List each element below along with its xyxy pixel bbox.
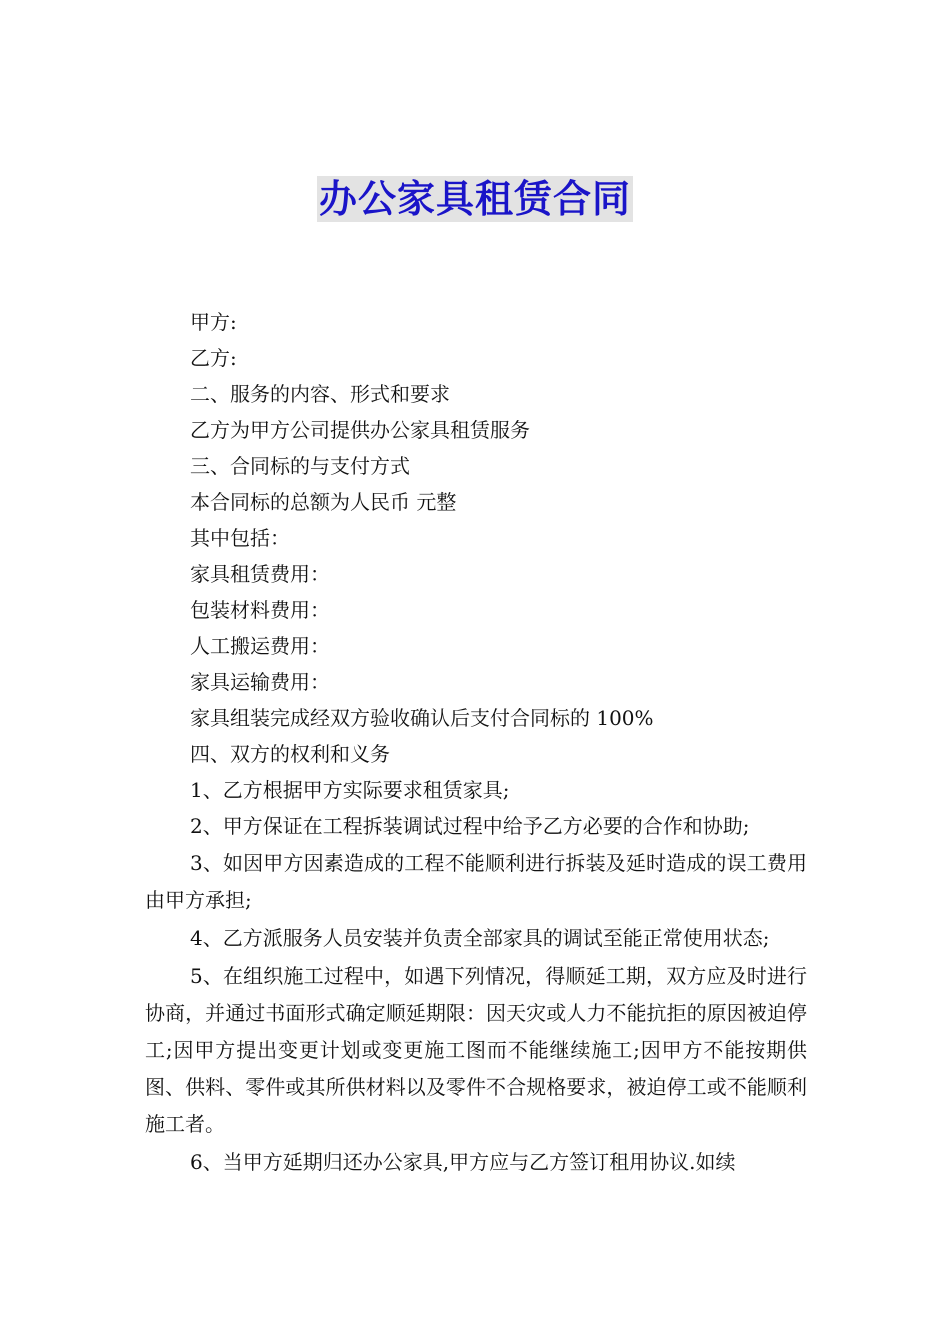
section-heading-3: 三、合同标的与支付方式 [190,454,410,478]
clause-4: 4、乙方派服务人员安装并负责全部家具的调试至能正常使用状态; [190,926,770,950]
document-body [145,304,807,1181]
packaging-fee-line: 包装材料费用： [190,598,330,622]
service-description: 乙方为甲方公司提供办公家具租赁服务 [190,418,530,442]
rental-fee-line: 家具租赁费用： [190,562,330,586]
total-amount-line: 本合同标的总额为人民币 元整 [190,490,457,514]
section-heading-2: 二、服务的内容、形式和要求 [190,382,450,406]
party-a-line: 甲方: [190,310,237,334]
includes-line: 其中包括： [190,526,290,550]
payment-terms-line: 家具组装完成经双方验收确认后支付合同标的 100% [190,706,654,730]
title-container [0,176,950,222]
clause-2: 2、甲方保证在工程拆装调试过程中给予乙方必要的合作和协助; [190,814,750,838]
clause-1: 1、乙方根据甲方实际要求租赁家具; [190,778,510,802]
clause-6: 6、当甲方延期归还办公家具,甲方应与乙方签订租用协议.如续 [190,1150,736,1174]
party-b-line: 乙方: [190,346,237,370]
labor-fee-line: 人工搬运费用： [190,634,330,658]
transport-fee-line: 家具运输费用： [190,670,330,694]
document-title: 办公家具租赁合同 [318,177,631,221]
clause-3: 3、如因甲方因素造成的工程不能顺利进行拆装及延时造成的误工费用由甲方承担; [145,851,807,912]
section-heading-4: 四、双方的权利和义务 [190,742,390,766]
clause-5: 5、在组织施工过程中，如遇下列情况，得顺延工期，双方应及时进行协商，并通过书面形式确定顺延期限：因天灾或人力不能抗拒的原因被迫停工;因甲方提出变更计划或变更施工图而不能继续施工;因甲方不能按期供图、供料、零件或其所供材料以及零件不合规格要求，被迫停工或不能顺利施工者。 [145,964,807,1136]
